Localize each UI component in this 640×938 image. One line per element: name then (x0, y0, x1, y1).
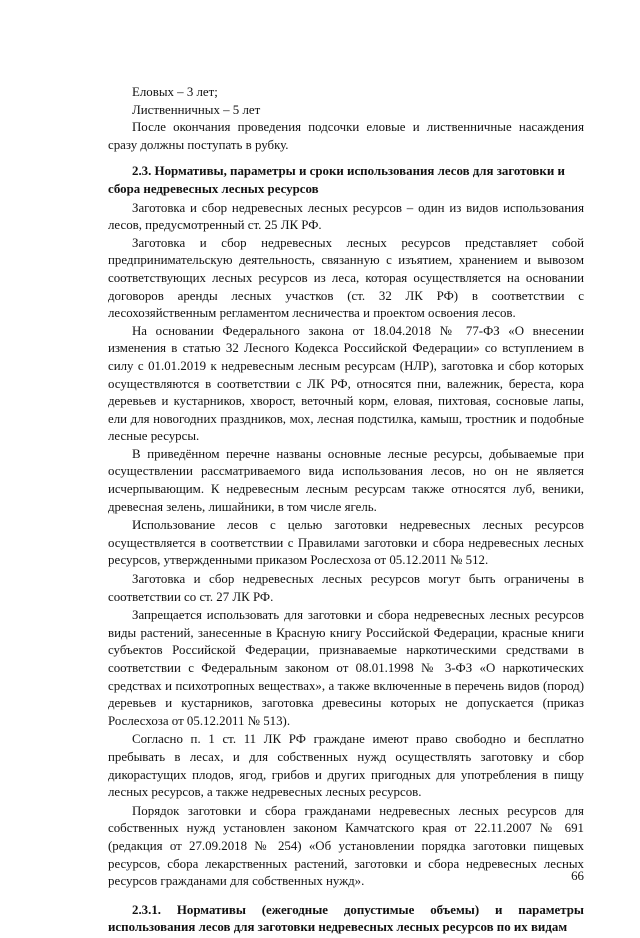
document-body (108, 84, 584, 938)
paragraph-definition: Заготовка и сбор недревесных лесных ресурсов – один из видов использования лесов, предусмотренный ст. 25 ЛК РФ. (108, 200, 584, 233)
paragraph-entrepreneurship: Заготовка и сбор недревесных лесных ресурсов представляет собой предпринимательскую деятельность, связанную с изъятием, хранением и вывозом соответствующих лесных ресурсов из леса, которая осуществляется на основании договоров аренды лесных участков (ст. 32 ЛК РФ) в соответствии с лесохозяйственным регламентом лесничества и проектом освоения лесов. (108, 235, 584, 321)
paragraph-kamchatka-law: Порядок заготовки и сбора гражданами недревесных лесных ресурсов для собственных нужд установлен законом Камчатского края от 22.11.2007 № 691 (редакция от 27.09.2018 № 254) «Об установлении порядка заготовки пищевых ресурсов, сбора лекарственных растений, заготовки и сбора недревесных лесных ресурсов гражданами для собственных нужд». (108, 803, 584, 889)
list-line-larch: Лиственничных – 5 лет (132, 102, 261, 117)
paragraph-prohibition: Запрещается использовать для заготовки и сбора недревесных лесных ресурсов виды растений, занесенные в Красную книгу Российской Федерации, красные книги субъектов Российской Федерации, признаваемые наркотическими средствами в соответствии с Федеральным законом от 08.01.1998 № 3-ФЗ «О наркотических средствах и психотропных веществах», а также включенные в перечень видов (пород) деревьев и кустарников, заготовка древесины которых не допускается (приказ Рослесхоза от 05.12.2011 № 513). (108, 608, 584, 728)
paragraph-federal-law: На основании Федерального закона от 18.04.2018 № 77-ФЗ «О внесении изменения в статью 32 Лесного Кодекса Российской Федерации» со вступлением в силу с 01.01.2019 к недревесным лесным ресурсам (НЛР), заготовка и сбор которых осуществляются в соответствии с ЛК РФ, относятся пни, валежник, береста, кора деревьев и кустарников, хворост, веточный корм, еловая, пихтовая, сосновые лапы, ели для новогодних праздников, мох, лесная подстилка, камыш, тростник и подобные лесные ресурсы. (108, 323, 584, 444)
paragraph-list-note: В приведённом перечне названы основные лесные ресурсы, добываемые при осуществлении рассматриваемого вида использования лесов, но он не является исчерпывающим. К недревесным лесным ресурсам также относятся луб, веники, древесная зелень, лишайники, в том числе ягель. (108, 446, 584, 514)
list-line-spruce: Еловых – 3 лет; (132, 85, 218, 99)
paragraph-rules: Использование лесов с целью заготовки недревесных лесных ресурсов осуществляется в соответствии с Правилами заготовки и сбора недревесных лесных ресурсов, утвержденными приказом Рослесхоза от 05.12.2011 № 512. (108, 518, 584, 568)
paragraph-restrictions: Заготовка и сбор недревесных лесных ресурсов могут быть ограничены в соответствии со ст. 27 ЛК РФ. (108, 572, 584, 604)
paragraph-citizens-right: Согласно п. 1 ст. 11 ЛК РФ граждане имеют право свободно и бесплатно пребывать в лесах, и для собственных нужд осуществлять заготовку и сбор дикорастущих плодов, ягод, грибов и других пригодных для употребления в пищу лесных ресурсов, а также недревесных лесных ресурсов. (108, 732, 584, 800)
section-heading-2-3-1: 2.3.1. Нормативы (ежегодные допустимые объемы) и параметры использования лесов для заготовки недревесных лесных ресурсов по их видам (108, 902, 584, 935)
paragraph-after-tapping: После окончания проведения подсочки еловые и лиственничные насаждения сразу должны поступать в рубку. (108, 120, 584, 152)
page-number: 66 (571, 869, 584, 883)
section-heading-2-3: 2.3. Нормативы, параметры и сроки использования лесов для заготовки и сбора недревесных лесных ресурсов (108, 164, 565, 196)
